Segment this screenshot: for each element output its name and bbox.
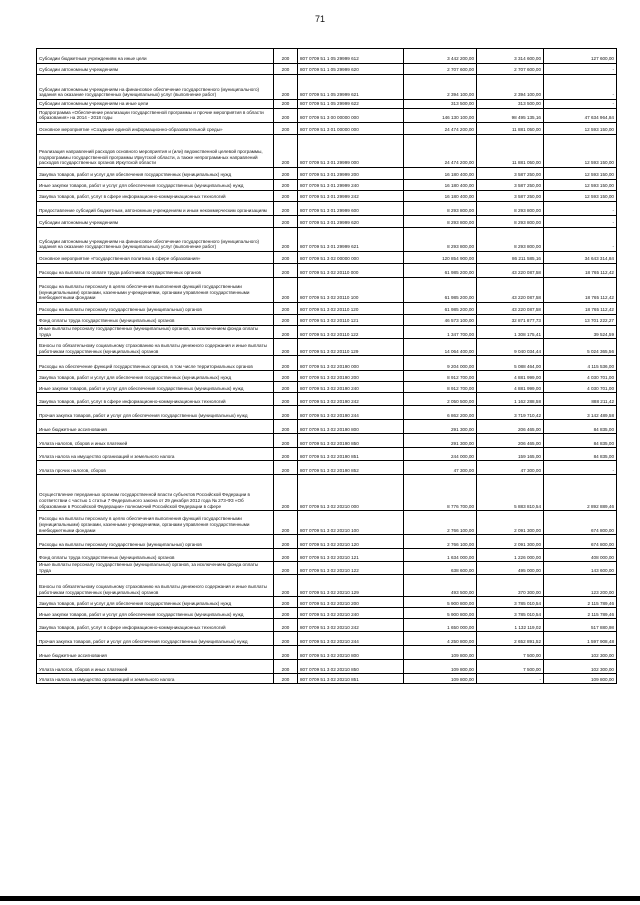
row-code: 200 [274,64,298,75]
row-kbk: 807 0709 51 3 02 20110 100 [298,278,404,303]
row-unexecuted-amount: 39 524,59 [544,326,617,339]
row-kbk: 807 0709 51 3 02 20110 120 [298,303,404,315]
row-code: 200 [274,382,298,393]
row-unexecuted-amount: 143 600,00 [544,562,617,575]
table-row [37,434,617,448]
page-number: 71 [314,14,325,24]
row-kbk: 807 0709 51 3 02 20110 000 [298,264,404,278]
row-kbk: 807 0709 51 1 05 29999 612 [298,49,404,64]
row-plan-amount: 24 474 200,00 [404,135,477,168]
row-executed-amount: 159 165,00 [477,448,544,461]
table-row [37,608,617,619]
row-executed-amount: 98 495 135,16 [477,109,544,123]
row-plan-amount: 1 634 000,00 [404,549,477,562]
row-name: Закупка товаров, работ, услуг в сфере информационно-коммуникационных технологий [37,393,274,406]
page-bottom-border [0,896,640,901]
table-row [37,252,617,264]
table-row [37,49,617,64]
row-code: 200 [274,180,298,191]
table-row [37,511,617,535]
row-name: Уплата прочих налогов, сборов [37,461,274,475]
row-plan-amount: 46 573 100,00 [404,315,477,326]
row-code: 200 [274,100,298,109]
table-row [37,123,617,135]
row-code: 200 [274,420,298,434]
row-name: Иные закупки товаров, работ и услуг для обеспечения государственных (муниципальных) нужд [37,608,274,619]
row-plan-amount: 61 985 200,00 [404,278,477,303]
row-unexecuted-amount: 12 593 150,00 [544,135,617,168]
table-row [37,75,617,100]
row-name: Уплата налога на имущество организаций и земельного налога [37,448,274,461]
row-code: 200 [274,264,298,278]
row-kbk: 807 0709 51 3 02 20110 121 [298,315,404,326]
row-plan-amount: 5 900 800,00 [404,608,477,619]
row-code: 200 [274,49,298,64]
row-kbk: 807 0709 51 3 02 20190 242 [298,393,404,406]
row-plan-amount: 244 000,00 [404,448,477,461]
row-name: Субсидии автономным учреждениям [37,64,274,75]
row-plan-amount: 2 394 100,00 [404,75,477,100]
row-name: Закупка товаров, работ и услуг для обеспечения государственных (муниципальных) нужд [37,168,274,180]
row-code: 200 [274,448,298,461]
row-unexecuted-amount: 674 800,00 [544,511,617,535]
row-kbk: 807 0709 51 3 02 20190 852 [298,461,404,475]
table-row [37,191,617,202]
row-unexecuted-amount: 18 765 112,42 [544,278,617,303]
row-kbk: 807 0709 51 3 02 20190 851 [298,448,404,461]
row-executed-amount: 3 587 250,00 [477,180,544,191]
row-name: Иные бюджетные ассигнования [37,420,274,434]
budget-table-body [37,49,617,684]
row-name: Субсидии автономным учреждениям на иные цели [37,100,274,109]
row-name: Закупка товаров, работ и услуг для обеспечения государственных (муниципальных) нужд [37,597,274,608]
table-row [37,575,617,597]
row-unexecuted-amount: 12 593 150,00 [544,168,617,180]
row-unexecuted-amount: 2 115 789,46 [544,608,617,619]
row-executed-amount: 43 220 087,58 [477,278,544,303]
row-unexecuted-amount: 13 701 222,27 [544,315,617,326]
row-plan-amount: 120 854 900,00 [404,252,477,264]
row-plan-amount: 9 204 000,00 [404,356,477,371]
row-name: Основное мероприятие «Создание единой информационно-образовательной среды» [37,123,274,135]
row-name: Закупка товаров, работ, услуг в сфере информационно-коммуникационных технологий [37,191,274,202]
row-code: 200 [274,549,298,562]
row-plan-amount: 2 050 500,00 [404,393,477,406]
row-name: Уплата налогов, сборов и иных платежей [37,434,274,448]
table-row [37,135,617,168]
row-unexecuted-amount: 84 835,00 [544,448,617,461]
row-plan-amount: 638 600,00 [404,562,477,575]
table-row [37,619,617,632]
row-unexecuted-amount: 888 211,42 [544,393,617,406]
table-row [37,674,617,684]
row-name: Прочая закупка товаров, работ и услуг для обеспечения государственных (муниципальных) нужд [37,632,274,646]
table-row [37,278,617,303]
row-kbk: 807 0709 51 3 02 20210 129 [298,575,404,597]
row-executed-amount: 8 293 800,00 [477,228,544,252]
table-row [37,202,617,216]
table-row [37,180,617,191]
row-code: 200 [274,216,298,228]
row-executed-amount: 5 088 464,00 [477,356,544,371]
row-unexecuted-amount: 4 030 701,00 [544,371,617,382]
row-kbk: 807 0709 51 3 02 20190 200 [298,371,404,382]
table-row [37,535,617,549]
row-executed-amount: 495 000,00 [477,562,544,575]
row-executed-amount: 7 500,00 [477,660,544,674]
table-row [37,632,617,646]
row-unexecuted-amount: - [544,461,617,475]
row-kbk: 807 0709 51 3 02 20190 800 [298,420,404,434]
row-executed-amount: 2 394 100,00 [477,75,544,100]
row-unexecuted-amount: 5 024 365,56 [544,339,617,356]
row-executed-amount: 2 091 300,00 [477,511,544,535]
row-kbk: 807 0709 51 3 02 20110 129 [298,339,404,356]
row-code: 200 [274,475,298,511]
row-kbk: 807 0709 51 3 02 00000 000 [298,252,404,264]
row-name: Иные закупки товаров, работ и услуг для обеспечения государственных (муниципальных) нужд [37,382,274,393]
row-executed-amount: 206 465,00 [477,420,544,434]
row-kbk: 807 0709 51 3 02 20190 850 [298,434,404,448]
table-row [37,420,617,434]
table-row [37,326,617,339]
row-executed-amount: 370 300,00 [477,575,544,597]
row-code: 200 [274,326,298,339]
row-plan-amount: 2 766 100,00 [404,535,477,549]
row-name: Расходы на выплаты персоналу государственных (муниципальных) органов [37,303,274,315]
budget-execution-table [36,48,617,684]
table-row [37,264,617,278]
row-code: 200 [274,356,298,371]
row-kbk: 807 0709 51 3 01 29999 620 [298,216,404,228]
row-code: 200 [274,461,298,475]
row-kbk: 807 0709 51 3 02 20110 122 [298,326,404,339]
row-unexecuted-amount: - [544,100,617,109]
row-code: 200 [274,646,298,660]
row-executed-amount: 5 883 810,54 [477,475,544,511]
row-kbk: 807 0709 51 3 02 20210 240 [298,608,404,619]
row-code: 200 [274,202,298,216]
row-kbk: 807 0709 51 3 02 20190 000 [298,356,404,371]
row-plan-amount: 109 800,00 [404,660,477,674]
row-unexecuted-amount: 517 880,98 [544,619,617,632]
row-plan-amount: 313 500,00 [404,100,477,109]
row-code: 200 [274,608,298,619]
row-kbk: 807 0709 51 3 01 29999 200 [298,168,404,180]
row-unexecuted-amount: 109 800,00 [544,674,617,684]
table-row [37,562,617,575]
table-row [37,356,617,371]
row-kbk: 807 0709 51 3 02 20210 100 [298,511,404,535]
row-unexecuted-amount: 102 300,00 [544,660,617,674]
table-row [37,216,617,228]
row-unexecuted-amount: 12 593 150,00 [544,123,617,135]
row-code: 200 [274,535,298,549]
row-code: 200 [274,339,298,356]
table-row [37,339,617,356]
row-code: 200 [274,228,298,252]
row-executed-amount: 3 785 010,54 [477,597,544,608]
row-executed-amount: 86 211 585,16 [477,252,544,264]
row-plan-amount: 4 250 800,00 [404,632,477,646]
row-code: 200 [274,303,298,315]
table-row [37,168,617,180]
row-executed-amount: 3 587 250,00 [477,191,544,202]
row-name: Субсидии бюджетным учреждениям на иные цели [37,49,274,64]
row-kbk: 807 0709 51 3 02 20210 120 [298,535,404,549]
row-code: 200 [274,315,298,326]
row-plan-amount: 291 300,00 [404,420,477,434]
row-unexecuted-amount: 47 634 964,84 [544,109,617,123]
row-executed-amount: 43 220 087,58 [477,303,544,315]
row-plan-amount: 291 300,00 [404,434,477,448]
row-plan-amount: 109 800,00 [404,674,477,684]
row-name: Расходы на обеспечение функций государственных органов, в том числе территориальных органов [37,356,274,371]
row-plan-amount: 8 293 800,00 [404,216,477,228]
row-kbk: 807 0709 51 3 02 20210 851 [298,674,404,684]
row-unexecuted-amount: - [544,202,617,216]
row-kbk: 807 0709 51 3 02 20190 244 [298,406,404,420]
row-unexecuted-amount: - [544,64,617,75]
row-plan-amount: 2 766 100,00 [404,511,477,535]
row-executed-amount: 9 040 034,44 [477,339,544,356]
row-plan-amount: 8 293 800,00 [404,228,477,252]
row-unexecuted-amount: 34 643 314,84 [544,252,617,264]
row-plan-amount: 1 347 700,00 [404,326,477,339]
row-executed-amount: 4 881 999,00 [477,382,544,393]
row-kbk: 807 0709 51 3 00 00000 000 [298,109,404,123]
row-name: Взносы по обязательному социальному страхованию на выплаты денежного содержания и иные выплаты работникам государственных (муниципальных) органов [37,575,274,597]
row-name: Уплата налога на имущество организаций и земельного налога [37,674,274,684]
row-executed-amount: 206 465,00 [477,434,544,448]
row-executed-amount: 1 226 000,00 [477,549,544,562]
row-kbk: 807 0709 51 3 02 20190 240 [298,382,404,393]
row-kbk: 807 0709 51 3 01 00000 000 [298,123,404,135]
row-kbk: 807 0709 51 1 05 29999 621 [298,75,404,100]
table-row [37,646,617,660]
row-unexecuted-amount: 2 115 789,46 [544,597,617,608]
row-executed-amount: 8 293 800,00 [477,216,544,228]
row-executed-amount: - [477,674,544,684]
table-row [37,100,617,109]
row-executed-amount: 2 707 600,00 [477,64,544,75]
table-row [37,475,617,511]
budget-table-container [36,48,616,684]
row-kbk: 807 0709 51 3 02 20210 200 [298,597,404,608]
row-kbk: 807 0709 51 1 05 29999 620 [298,64,404,75]
row-unexecuted-amount: 408 000,00 [544,549,617,562]
row-plan-amount: 61 985 200,00 [404,303,477,315]
row-name: Фонд оплаты труда государственных (муниципальных) органов [37,315,274,326]
row-code: 200 [274,135,298,168]
row-unexecuted-amount: 3 142 489,58 [544,406,617,420]
row-code: 200 [274,168,298,180]
row-unexecuted-amount: 123 200,00 [544,575,617,597]
row-executed-amount: 1 132 119,02 [477,619,544,632]
row-unexecuted-amount: 4 030 701,00 [544,382,617,393]
row-kbk: 807 0709 51 3 01 29999 600 [298,202,404,216]
row-kbk: 807 0709 51 1 05 29999 622 [298,100,404,109]
row-unexecuted-amount: 127 600,00 [544,49,617,64]
row-executed-amount: 3 719 710,42 [477,406,544,420]
row-plan-amount: 16 180 400,00 [404,168,477,180]
row-kbk: 807 0709 51 3 02 20210 121 [298,549,404,562]
row-code: 200 [274,619,298,632]
row-name: Предоставление субсидий бюджетным, автономным учреждениям и иным некоммерческим организациям [37,202,274,216]
table-row [37,549,617,562]
row-name: Осуществление переданных органам государственной власти субъектов Российской Федерации в соответствии с частью 1 статьи 7 Федерального закона от 29 декабря 2012 года № 273-ФЗ «Об образовании в Российской Федерации» полномочий Российской Федерации в сфере [37,475,274,511]
row-code: 200 [274,75,298,100]
row-executed-amount: 4 881 999,00 [477,371,544,382]
row-name: Расходы на выплаты по оплате труда работников государственных органов [37,264,274,278]
row-executed-amount: 1 308 175,41 [477,326,544,339]
row-plan-amount: 8 776 700,00 [404,475,477,511]
row-name: Субсидии автономным учреждениям на финансовое обеспечение государственного (муниципального) задания на оказание государственных (муниципальных) услуг (выполнение работ) [37,228,274,252]
table-row [37,382,617,393]
row-executed-amount: 313 500,00 [477,100,544,109]
table-row [37,303,617,315]
row-unexecuted-amount: 12 593 150,00 [544,180,617,191]
row-kbk: 807 0709 51 3 01 29999 240 [298,180,404,191]
row-unexecuted-amount: - [544,228,617,252]
row-name: Субсидии автономным учреждениям на финансовое обеспечение государственного (муниципального) задания на оказание государственных (муниципальных) услуг (выполнение работ) [37,75,274,100]
table-row [37,109,617,123]
row-kbk: 807 0709 51 3 01 29999 000 [298,135,404,168]
row-code: 200 [274,252,298,264]
row-name: Расходы на выплаты персоналу в целях обеспечения выполнения функций государственными (муниципальными) органами, казенными учреждениями, органами управления государственными внебюджетными фондами [37,511,274,535]
row-name: Фонд оплаты труда государственных (муниципальных) органов [37,549,274,562]
table-row [37,228,617,252]
row-name: Взносы по обязательному социальному страхованию на выплаты денежного содержания и иные выплаты работникам государственных (муниципальных) органов [37,339,274,356]
table-row [37,461,617,475]
row-unexecuted-amount: 2 892 889,46 [544,475,617,511]
row-executed-amount: 3 785 010,54 [477,608,544,619]
row-code: 200 [274,660,298,674]
row-plan-amount: 146 130 100,00 [404,109,477,123]
row-executed-amount: 2 091 300,00 [477,535,544,549]
row-kbk: 807 0709 51 3 02 20210 242 [298,619,404,632]
row-name: Иные закупки товаров, работ и услуг для обеспечения государственных (муниципальных) нужд [37,180,274,191]
row-executed-amount: 11 881 050,00 [477,123,544,135]
row-executed-amount: 8 293 800,00 [477,202,544,216]
table-row [37,371,617,382]
row-kbk: 807 0709 51 3 01 29999 621 [298,228,404,252]
row-executed-amount: 32 871 877,73 [477,315,544,326]
row-plan-amount: 109 800,00 [404,646,477,660]
row-plan-amount: 5 900 800,00 [404,597,477,608]
table-row [37,64,617,75]
row-name: Расходы на выплаты персоналу в целях обеспечения выполнения функций государственными (муниципальными) органами, казенными учреждениями, органами управления государственными внебюджетными фондами [37,278,274,303]
row-kbk: 807 0709 51 3 02 20210 850 [298,660,404,674]
row-plan-amount: 16 180 400,00 [404,180,477,191]
row-unexecuted-amount: 1 597 908,48 [544,632,617,646]
row-plan-amount: 3 442 200,00 [404,49,477,64]
table-row [37,597,617,608]
table-row [37,406,617,420]
row-kbk: 807 0709 51 3 02 20210 000 [298,475,404,511]
row-plan-amount: 2 707 600,00 [404,64,477,75]
row-plan-amount: 16 180 400,00 [404,191,477,202]
row-plan-amount: 6 862 200,00 [404,406,477,420]
row-code: 200 [274,562,298,575]
row-executed-amount: 3 314 600,00 [477,49,544,64]
row-executed-amount: 2 652 891,52 [477,632,544,646]
row-unexecuted-amount: 4 115 536,00 [544,356,617,371]
row-code: 200 [274,511,298,535]
row-kbk: 807 0709 51 3 02 20210 244 [298,632,404,646]
row-unexecuted-amount: 12 593 150,00 [544,191,617,202]
row-name: Прочая закупка товаров, работ и услуг для обеспечения государственных (муниципальных) нужд [37,406,274,420]
row-code: 200 [274,575,298,597]
row-unexecuted-amount: - [544,216,617,228]
row-name: Реализация направлений расходов основного мероприятия и (или) ведомственной целевой программы, подпрограммы государственной программы Иркутской области, а также непрограммных направлений расходов государственных органов Иркутской области [37,135,274,168]
row-unexecuted-amount: 18 765 112,42 [544,264,617,278]
table-row [37,315,617,326]
row-unexecuted-amount: 84 835,00 [544,420,617,434]
row-code: 200 [274,406,298,420]
row-code: 200 [274,371,298,382]
row-plan-amount: 61 985 200,00 [404,264,477,278]
row-name: Иные выплаты персоналу государственных (муниципальных) органов, за исключением фонда оплаты труда [37,326,274,339]
row-code: 200 [274,109,298,123]
row-kbk: 807 0709 51 3 02 20210 800 [298,646,404,660]
table-row [37,448,617,461]
row-name: Уплата налогов, сборов и иных платежей [37,660,274,674]
row-code: 200 [274,191,298,202]
row-code: 200 [274,597,298,608]
table-row [37,393,617,406]
row-name: Закупка товаров, работ и услуг для обеспечения государственных (муниципальных) нужд [37,371,274,382]
row-executed-amount: 3 587 250,00 [477,168,544,180]
row-kbk: 807 0709 51 3 02 20210 122 [298,562,404,575]
row-name: Основное мероприятие «Государственная политика в сфере образования» [37,252,274,264]
row-name: Подпрограмма «Обеспечение реализации государственной программы и прочие мероприятия в области образования» на 2014 - 2018 годы [37,109,274,123]
row-name: Закупка товаров, работ, услуг в сфере информационно-коммуникационных технологий [37,619,274,632]
row-executed-amount: 43 220 087,58 [477,264,544,278]
row-executed-amount: 7 500,00 [477,646,544,660]
row-plan-amount: 14 064 400,00 [404,339,477,356]
row-name: Расходы на выплаты персоналу государственных (муниципальных) органов [37,535,274,549]
row-plan-amount: 47 300,00 [404,461,477,475]
row-name: Иные бюджетные ассигнования [37,646,274,660]
row-plan-amount: 493 500,00 [404,575,477,597]
row-code: 200 [274,674,298,684]
row-code: 200 [274,632,298,646]
row-unexecuted-amount: - [544,75,617,100]
row-executed-amount: 11 881 050,00 [477,135,544,168]
row-plan-amount: 24 474 200,00 [404,123,477,135]
row-code: 200 [274,278,298,303]
row-code: 200 [274,434,298,448]
row-plan-amount: 8 912 700,00 [404,382,477,393]
row-unexecuted-amount: 84 835,00 [544,434,617,448]
row-code: 200 [274,123,298,135]
row-name: Иные выплаты персоналу государственных (муниципальных) органов, за исключением фонда оплаты труда [37,562,274,575]
row-kbk: 807 0709 51 3 01 29999 242 [298,191,404,202]
row-executed-amount: 47 300,00 [477,461,544,475]
row-code: 200 [274,393,298,406]
row-plan-amount: 1 650 000,00 [404,619,477,632]
table-row [37,660,617,674]
row-unexecuted-amount: 674 800,00 [544,535,617,549]
row-executed-amount: 1 162 288,58 [477,393,544,406]
row-name: Субсидии автономным учреждениям [37,216,274,228]
row-unexecuted-amount: 18 765 112,42 [544,303,617,315]
row-plan-amount: 8 912 700,00 [404,371,477,382]
row-plan-amount: 8 293 800,00 [404,202,477,216]
row-unexecuted-amount: 102 300,00 [544,646,617,660]
